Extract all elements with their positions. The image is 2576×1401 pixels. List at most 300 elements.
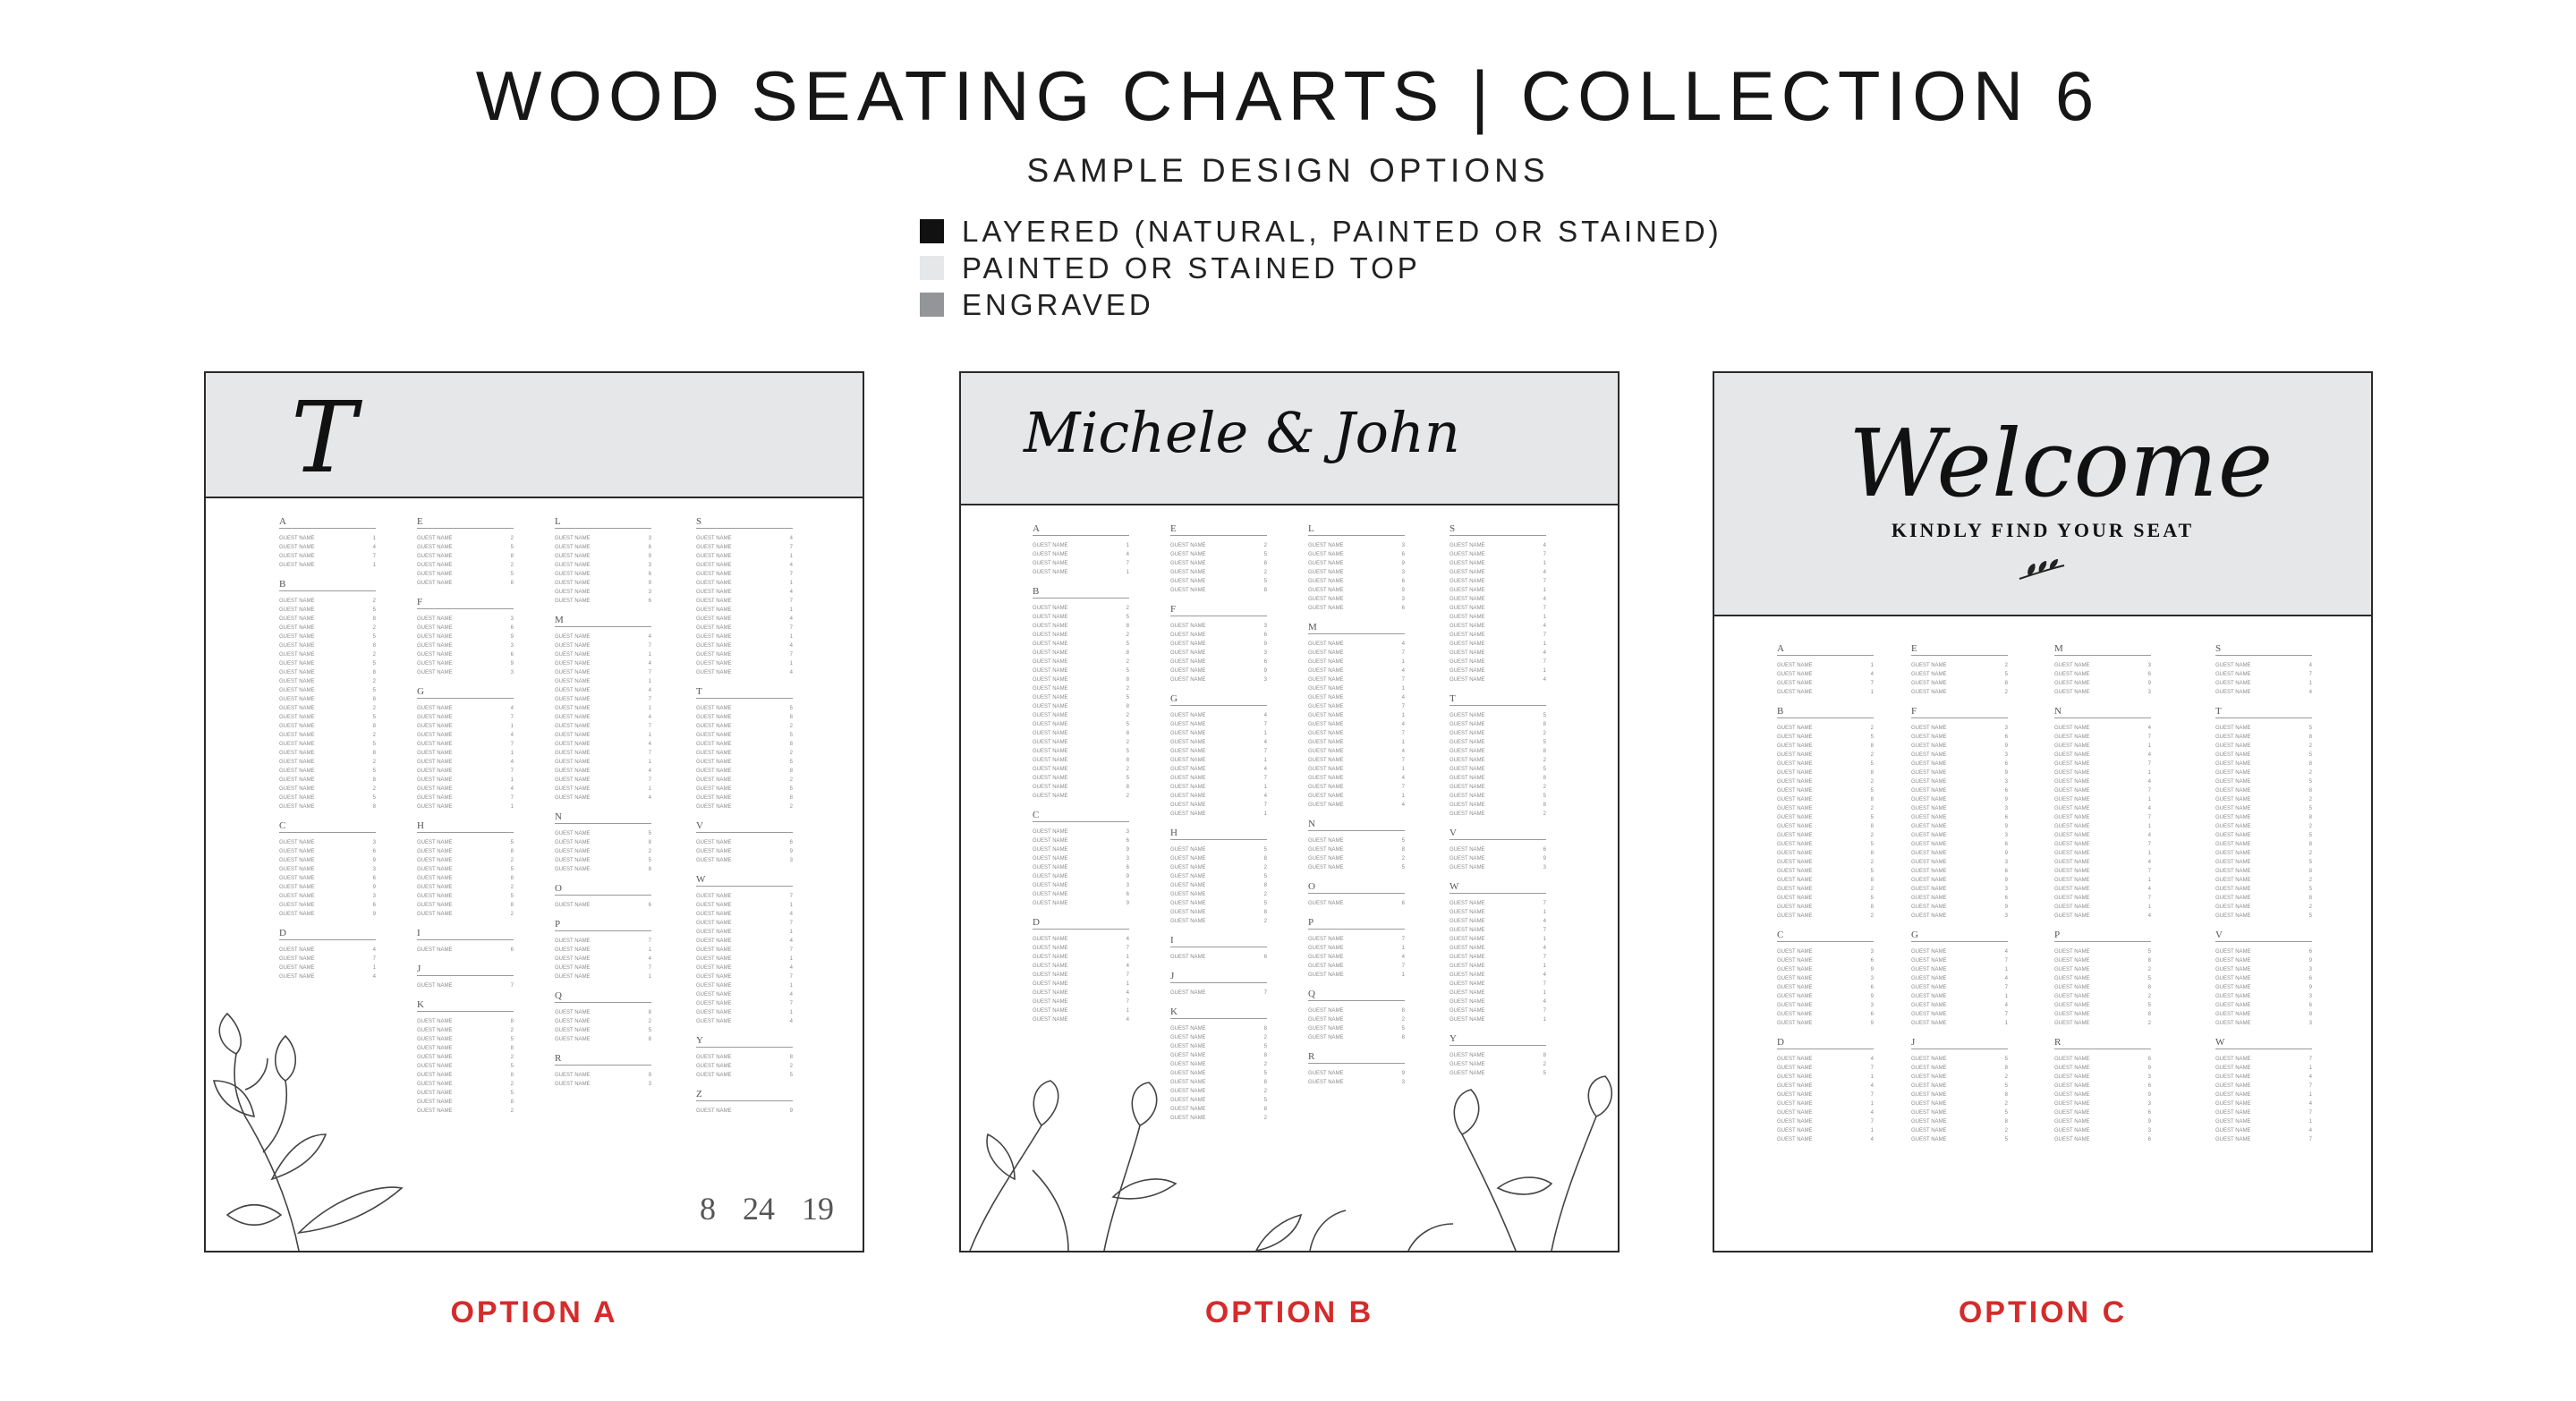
guest-row <box>1308 568 1405 577</box>
guest-name: GUEST NAME <box>1308 713 1344 718</box>
guest-name: GUEST NAME <box>1450 946 1485 951</box>
table-number: 5 <box>1263 579 1267 584</box>
letter-group <box>2054 930 2151 1028</box>
guest-row <box>2215 751 2312 760</box>
letter-heading: W <box>2215 1037 2225 1048</box>
table-number: 7 <box>1543 928 1546 933</box>
table-number: 4 <box>789 536 793 541</box>
table-number: 3 <box>2004 752 2008 758</box>
guest-row <box>1777 795 1874 804</box>
letter-rule <box>279 832 376 833</box>
guest-name: GUEST NAME <box>1170 847 1206 853</box>
guest-name: GUEST NAME <box>279 643 315 649</box>
guest-name: GUEST NAME <box>1450 624 1485 629</box>
guest-row <box>696 588 793 597</box>
table-number: 1 <box>1126 981 1129 987</box>
guest-name: GUEST NAME <box>1308 597 1344 602</box>
date-day: 24 <box>743 1191 775 1227</box>
table-number: 8 <box>1543 776 1546 781</box>
guest-name: GUEST NAME <box>2215 976 2251 981</box>
guest-name: GUEST NAME <box>1170 883 1206 888</box>
guest-row <box>1033 613 1129 622</box>
table-number: 1 <box>510 751 514 756</box>
table-number: 2 <box>372 625 376 631</box>
table-number: 2 <box>1126 794 1129 799</box>
table-number: 2 <box>510 1082 514 1087</box>
guest-row <box>1170 577 1267 586</box>
table-number: 1 <box>1870 1128 1874 1134</box>
guest-row <box>2054 661 2151 670</box>
guest-name: GUEST NAME <box>417 858 453 863</box>
guest-row <box>417 874 514 883</box>
guest-name: GUEST NAME <box>696 768 732 774</box>
letter-rule <box>555 930 651 931</box>
letter-rule <box>2215 717 2312 718</box>
table-number: 4 <box>510 786 514 792</box>
letter-rule <box>1308 1000 1405 1001</box>
guest-name: GUEST NAME <box>1450 579 1485 584</box>
table-number: 8 <box>1263 1053 1267 1058</box>
guest-row <box>1911 974 2008 983</box>
table-number: 4 <box>1401 749 1405 754</box>
letter-heading: R <box>1308 1051 1315 1062</box>
guest-row <box>1911 992 2008 1001</box>
guest-name: GUEST NAME <box>1777 806 1813 811</box>
guest-row <box>1911 760 2008 768</box>
guest-name: GUEST NAME <box>279 768 315 774</box>
guest-name: GUEST NAME <box>696 643 732 649</box>
guest-row <box>1170 1024 1267 1033</box>
table-number: 4 <box>510 733 514 738</box>
guest-row <box>417 910 514 919</box>
table-number: 1 <box>1543 937 1546 942</box>
table-number: 2 <box>372 599 376 604</box>
guest-row <box>2054 724 2151 733</box>
guest-name: GUEST NAME <box>1450 865 1485 870</box>
table-number: 4 <box>1263 767 1267 772</box>
guest-row <box>2054 867 2151 876</box>
table-number: 6 <box>2147 1137 2151 1142</box>
guest-name: GUEST NAME <box>1170 659 1206 665</box>
table-number: 7 <box>1126 946 1129 951</box>
guest-name: GUEST NAME <box>1033 686 1068 692</box>
letter-heading: E <box>1170 523 1177 534</box>
guest-name: GUEST NAME <box>696 849 732 854</box>
guest-row <box>1033 836 1129 845</box>
guest-name: GUEST NAME <box>279 947 315 953</box>
guest-row <box>1777 956 1874 965</box>
guest-row <box>555 561 651 570</box>
letter-rule <box>2054 655 2151 656</box>
guest-row <box>2054 965 2151 974</box>
table-number: 1 <box>789 930 793 935</box>
letter-group <box>417 928 514 955</box>
table-number: 7 <box>1401 785 1405 790</box>
guest-row <box>1450 729 1546 738</box>
table-number: 8 <box>372 804 376 810</box>
guest-name: GUEST NAME <box>1170 758 1206 763</box>
guest-row <box>1450 1015 1546 1024</box>
letter-rule <box>1170 982 1267 983</box>
table-number: 3 <box>1126 883 1129 888</box>
table-number: 1 <box>1543 1017 1546 1023</box>
guest-name: GUEST NAME <box>1450 633 1485 638</box>
guest-name: GUEST NAME <box>555 840 591 845</box>
guest-row <box>1033 765 1129 774</box>
guest-row <box>696 767 793 776</box>
guest-name: GUEST NAME <box>1777 734 1813 740</box>
guest-row <box>1450 899 1546 908</box>
guest-row <box>696 794 793 802</box>
table-number: 7 <box>2147 761 2151 767</box>
table-number: 6 <box>2004 896 2008 901</box>
guest-name: GUEST NAME <box>696 751 732 756</box>
letter-rule <box>1033 929 1129 930</box>
table-number: 3 <box>510 616 514 622</box>
letter-heading: J <box>1170 971 1175 981</box>
guest-row <box>1911 983 2008 992</box>
table-number: 4 <box>1401 695 1405 700</box>
guest-name: GUEST NAME <box>417 536 453 541</box>
guest-name: GUEST NAME <box>2215 815 2251 820</box>
guest-row <box>2054 1108 2151 1117</box>
table-number: 1 <box>1401 740 1405 745</box>
table-number: 3 <box>372 894 376 899</box>
letter-heading: F <box>417 597 423 607</box>
table-number: 7 <box>1401 758 1405 763</box>
table-number: 1 <box>1543 641 1546 647</box>
guest-name: GUEST NAME <box>1308 937 1344 942</box>
guest-row <box>1308 550 1405 559</box>
letter-group <box>2215 643 2312 697</box>
table-number: 4 <box>510 706 514 711</box>
table-number: 9 <box>372 858 376 863</box>
table-number: 2 <box>2147 1021 2151 1026</box>
guest-name: GUEST NAME <box>1450 758 1485 763</box>
table-number: 5 <box>1263 901 1267 906</box>
table-number: 1 <box>1543 588 1546 593</box>
table-number: 2 <box>2147 994 2151 999</box>
guest-name: GUEST NAME <box>417 670 453 675</box>
guest-name: GUEST NAME <box>696 947 732 953</box>
table-number: 4 <box>648 795 651 801</box>
guest-row <box>279 901 376 910</box>
guest-row <box>2215 1135 2312 1144</box>
table-number: 9 <box>372 885 376 890</box>
table-number: 9 <box>2147 1066 2151 1071</box>
guest-row <box>1777 768 1874 777</box>
table-number: 3 <box>2147 663 2151 668</box>
table-number: 7 <box>1401 704 1405 709</box>
table-number: 1 <box>789 554 793 559</box>
guest-row <box>1450 1060 1546 1069</box>
guest-name: GUEST NAME <box>2215 1066 2251 1071</box>
table-number: 9 <box>2147 681 2151 686</box>
guest-name: GUEST NAME <box>1170 901 1206 906</box>
guest-name: GUEST NAME <box>417 742 453 747</box>
letter-rule <box>696 886 793 887</box>
guest-name: GUEST NAME <box>2054 860 2090 865</box>
letter-rule <box>1170 705 1267 706</box>
guest-row <box>1033 998 1129 1006</box>
table-number: 8 <box>372 616 376 622</box>
name-column <box>1033 523 1129 1033</box>
table-number: 4 <box>2308 690 2312 695</box>
letter-heading: M <box>1308 622 1317 633</box>
guest-row <box>696 659 793 668</box>
letter-rule <box>1033 598 1129 599</box>
guest-row <box>279 686 376 695</box>
table-number: 4 <box>2147 887 2151 892</box>
guest-name: GUEST NAME <box>279 607 315 613</box>
table-number: 4 <box>1401 641 1405 647</box>
guest-row <box>279 561 376 570</box>
guest-row <box>1777 983 1874 992</box>
table-number: 6 <box>1401 579 1405 584</box>
guest-name: GUEST NAME <box>1911 860 1947 865</box>
guest-name: GUEST NAME <box>417 625 453 631</box>
guest-name: GUEST NAME <box>417 1028 453 1033</box>
guest-row <box>1170 1033 1267 1042</box>
guest-name: GUEST NAME <box>2054 949 2090 955</box>
guest-name: GUEST NAME <box>1777 994 1813 999</box>
table-number: 6 <box>1263 633 1267 638</box>
table-number: 4 <box>510 760 514 765</box>
letter-rule <box>555 626 651 627</box>
guest-row <box>1777 965 1874 974</box>
guest-name: GUEST NAME <box>2215 851 2251 856</box>
guest-row <box>1170 550 1267 559</box>
table-number: 9 <box>2147 1092 2151 1098</box>
guest-row <box>1777 786 1874 795</box>
table-number: 6 <box>1126 892 1129 897</box>
guest-name: GUEST NAME <box>2054 1021 2090 1026</box>
chart-panel-option-a <box>204 371 864 1252</box>
table-number: 2 <box>1263 865 1267 870</box>
guest-row <box>279 874 376 883</box>
table-number: 5 <box>510 840 514 845</box>
table-number: 1 <box>2308 681 2312 686</box>
guest-row <box>2215 1100 2312 1108</box>
guest-name: GUEST NAME <box>279 670 315 675</box>
panel-header <box>206 373 863 498</box>
guest-name: GUEST NAME <box>417 1100 453 1105</box>
table-number: 2 <box>1870 726 1874 731</box>
guest-name: GUEST NAME <box>1033 633 1068 638</box>
table-number: 3 <box>2147 690 2151 695</box>
guest-row <box>1450 980 1546 989</box>
guest-row <box>696 910 793 919</box>
guest-row <box>1911 1126 2008 1135</box>
guest-name: GUEST NAME <box>1777 985 1813 990</box>
table-number: 6 <box>1543 847 1546 853</box>
guest-row <box>1450 550 1546 559</box>
guest-row <box>1308 854 1405 863</box>
guest-row <box>1033 854 1129 863</box>
guest-row <box>1911 1100 2008 1108</box>
floral-illustration <box>961 1072 1618 1251</box>
letter-heading: Z <box>696 1089 702 1100</box>
guest-name: GUEST NAME <box>1777 1003 1813 1008</box>
guest-name: GUEST NAME <box>279 849 315 854</box>
guest-row <box>696 919 793 928</box>
guest-name: GUEST NAME <box>417 912 453 917</box>
table-number: 4 <box>2147 860 2151 865</box>
name-column <box>1911 643 2008 1153</box>
guest-row <box>279 615 376 624</box>
guest-name: GUEST NAME <box>1911 681 1947 686</box>
letter-heading: R <box>2054 1037 2062 1048</box>
table-number: 9 <box>648 1073 651 1078</box>
guest-name: GUEST NAME <box>1033 570 1068 575</box>
guest-name: GUEST NAME <box>696 625 732 631</box>
guest-name: GUEST NAME <box>1033 758 1068 763</box>
guest-name: GUEST NAME <box>696 715 732 720</box>
letter-rule <box>1777 717 1874 718</box>
guest-name: GUEST NAME <box>2054 1101 2090 1107</box>
table-number: 3 <box>1401 543 1405 548</box>
table-number: 7 <box>1543 552 1546 557</box>
table-number: 2 <box>1543 1062 1546 1067</box>
guest-row <box>279 704 376 713</box>
guest-row <box>2054 768 2151 777</box>
guest-row <box>1777 992 1874 1001</box>
guest-row <box>2215 1064 2312 1073</box>
guest-row <box>1911 661 2008 670</box>
guest-row <box>1450 649 1546 658</box>
table-number: 9 <box>1126 874 1129 879</box>
guest-row <box>696 552 793 561</box>
letter-heading: E <box>1911 643 1917 654</box>
guest-name: GUEST NAME <box>1450 561 1485 566</box>
guest-name: GUEST NAME <box>1033 847 1068 853</box>
table-number: 7 <box>1870 1119 1874 1125</box>
letter-heading: S <box>2215 643 2222 654</box>
guest-name: GUEST NAME <box>1777 1074 1813 1080</box>
guest-name: GUEST NAME <box>1033 892 1068 897</box>
guest-name: GUEST NAME <box>417 795 453 801</box>
guest-name: GUEST NAME <box>1777 842 1813 847</box>
guest-row <box>1170 675 1267 684</box>
guest-row <box>279 597 376 606</box>
table-number: 4 <box>1401 776 1405 781</box>
guest-row <box>696 749 793 758</box>
guest-row <box>2054 992 2151 1001</box>
guest-name: GUEST NAME <box>696 724 732 729</box>
table-number: 7 <box>789 947 793 953</box>
guest-name: GUEST NAME <box>2054 1128 2090 1134</box>
table-number: 4 <box>648 742 651 747</box>
guest-row <box>1450 792 1546 801</box>
guest-name: GUEST NAME <box>555 938 591 944</box>
table-number: 2 <box>1401 856 1405 862</box>
guest-row <box>696 1017 793 1026</box>
guest-name: GUEST NAME <box>1450 552 1485 557</box>
guest-name: GUEST NAME <box>1308 955 1344 960</box>
table-number: 5 <box>1543 740 1546 745</box>
guest-row <box>1450 640 1546 649</box>
table-number: 4 <box>789 563 793 568</box>
letter-rule <box>555 528 651 529</box>
guest-name: GUEST NAME <box>696 912 732 917</box>
guest-row <box>1033 667 1129 675</box>
guest-row <box>2054 912 2151 921</box>
table-number: 9 <box>1126 901 1129 906</box>
guest-row <box>555 731 651 740</box>
table-number: 1 <box>2147 797 2151 802</box>
table-number: 1 <box>1401 659 1405 665</box>
table-number: 8 <box>789 1055 793 1060</box>
guest-name: GUEST NAME <box>1450 928 1485 933</box>
guest-row <box>696 972 793 981</box>
letter-heading: N <box>2054 706 2062 717</box>
table-number: 2 <box>1263 919 1267 924</box>
table-number: 8 <box>1870 797 1874 802</box>
guest-name: GUEST NAME <box>1033 731 1068 736</box>
guest-name: GUEST NAME <box>1308 767 1344 772</box>
guest-row <box>1033 711 1129 720</box>
guest-name: GUEST NAME <box>1308 785 1344 790</box>
guest-name: GUEST NAME <box>2215 797 2251 802</box>
letter-group <box>417 999 514 1116</box>
guest-row <box>1170 568 1267 577</box>
guest-name: GUEST NAME <box>1308 972 1344 978</box>
guest-name: GUEST NAME <box>1170 1107 1206 1112</box>
table-number: 7 <box>1543 955 1546 960</box>
guest-name: GUEST NAME <box>417 643 453 649</box>
letter-heading: G <box>1170 693 1177 704</box>
guest-name: GUEST NAME <box>279 795 315 801</box>
guest-row <box>2054 813 2151 822</box>
guest-row <box>2054 742 2151 751</box>
table-number: 7 <box>789 894 793 899</box>
guest-row <box>1450 854 1546 863</box>
guest-name: GUEST NAME <box>279 751 315 756</box>
table-number: 8 <box>510 849 514 854</box>
guest-row <box>1308 801 1405 810</box>
letter-group <box>1170 604 1267 684</box>
guest-name: GUEST NAME <box>696 733 732 738</box>
table-number: 9 <box>2004 797 2008 802</box>
guest-row <box>2215 983 2312 992</box>
guest-row <box>417 1062 514 1071</box>
guest-row <box>1911 1019 2008 1028</box>
guest-row <box>696 802 793 811</box>
guest-row <box>1170 658 1267 667</box>
guest-name: GUEST NAME <box>417 545 453 550</box>
letter-rule <box>696 698 793 699</box>
guest-name: GUEST NAME <box>1308 588 1344 593</box>
guest-name: GUEST NAME <box>417 849 453 854</box>
guest-row <box>2054 795 2151 804</box>
letter-group <box>555 1053 651 1089</box>
guest-name: GUEST NAME <box>1170 955 1206 960</box>
table-number: 2 <box>1870 887 1874 892</box>
table-number: 2 <box>2004 1074 2008 1080</box>
guest-name: GUEST NAME <box>555 831 591 836</box>
table-number: 8 <box>510 1019 514 1024</box>
table-number: 5 <box>2308 913 2312 919</box>
guest-name: GUEST NAME <box>2054 1003 2090 1008</box>
table-number: 5 <box>2004 1137 2008 1142</box>
guest-name: GUEST NAME <box>2054 1012 2090 1017</box>
table-number: 4 <box>372 974 376 980</box>
guest-name: GUEST NAME <box>696 974 732 980</box>
guest-row <box>2054 804 2151 813</box>
guest-row <box>417 847 514 856</box>
letter-heading: W <box>1450 881 1459 892</box>
letter-group <box>555 990 651 1044</box>
